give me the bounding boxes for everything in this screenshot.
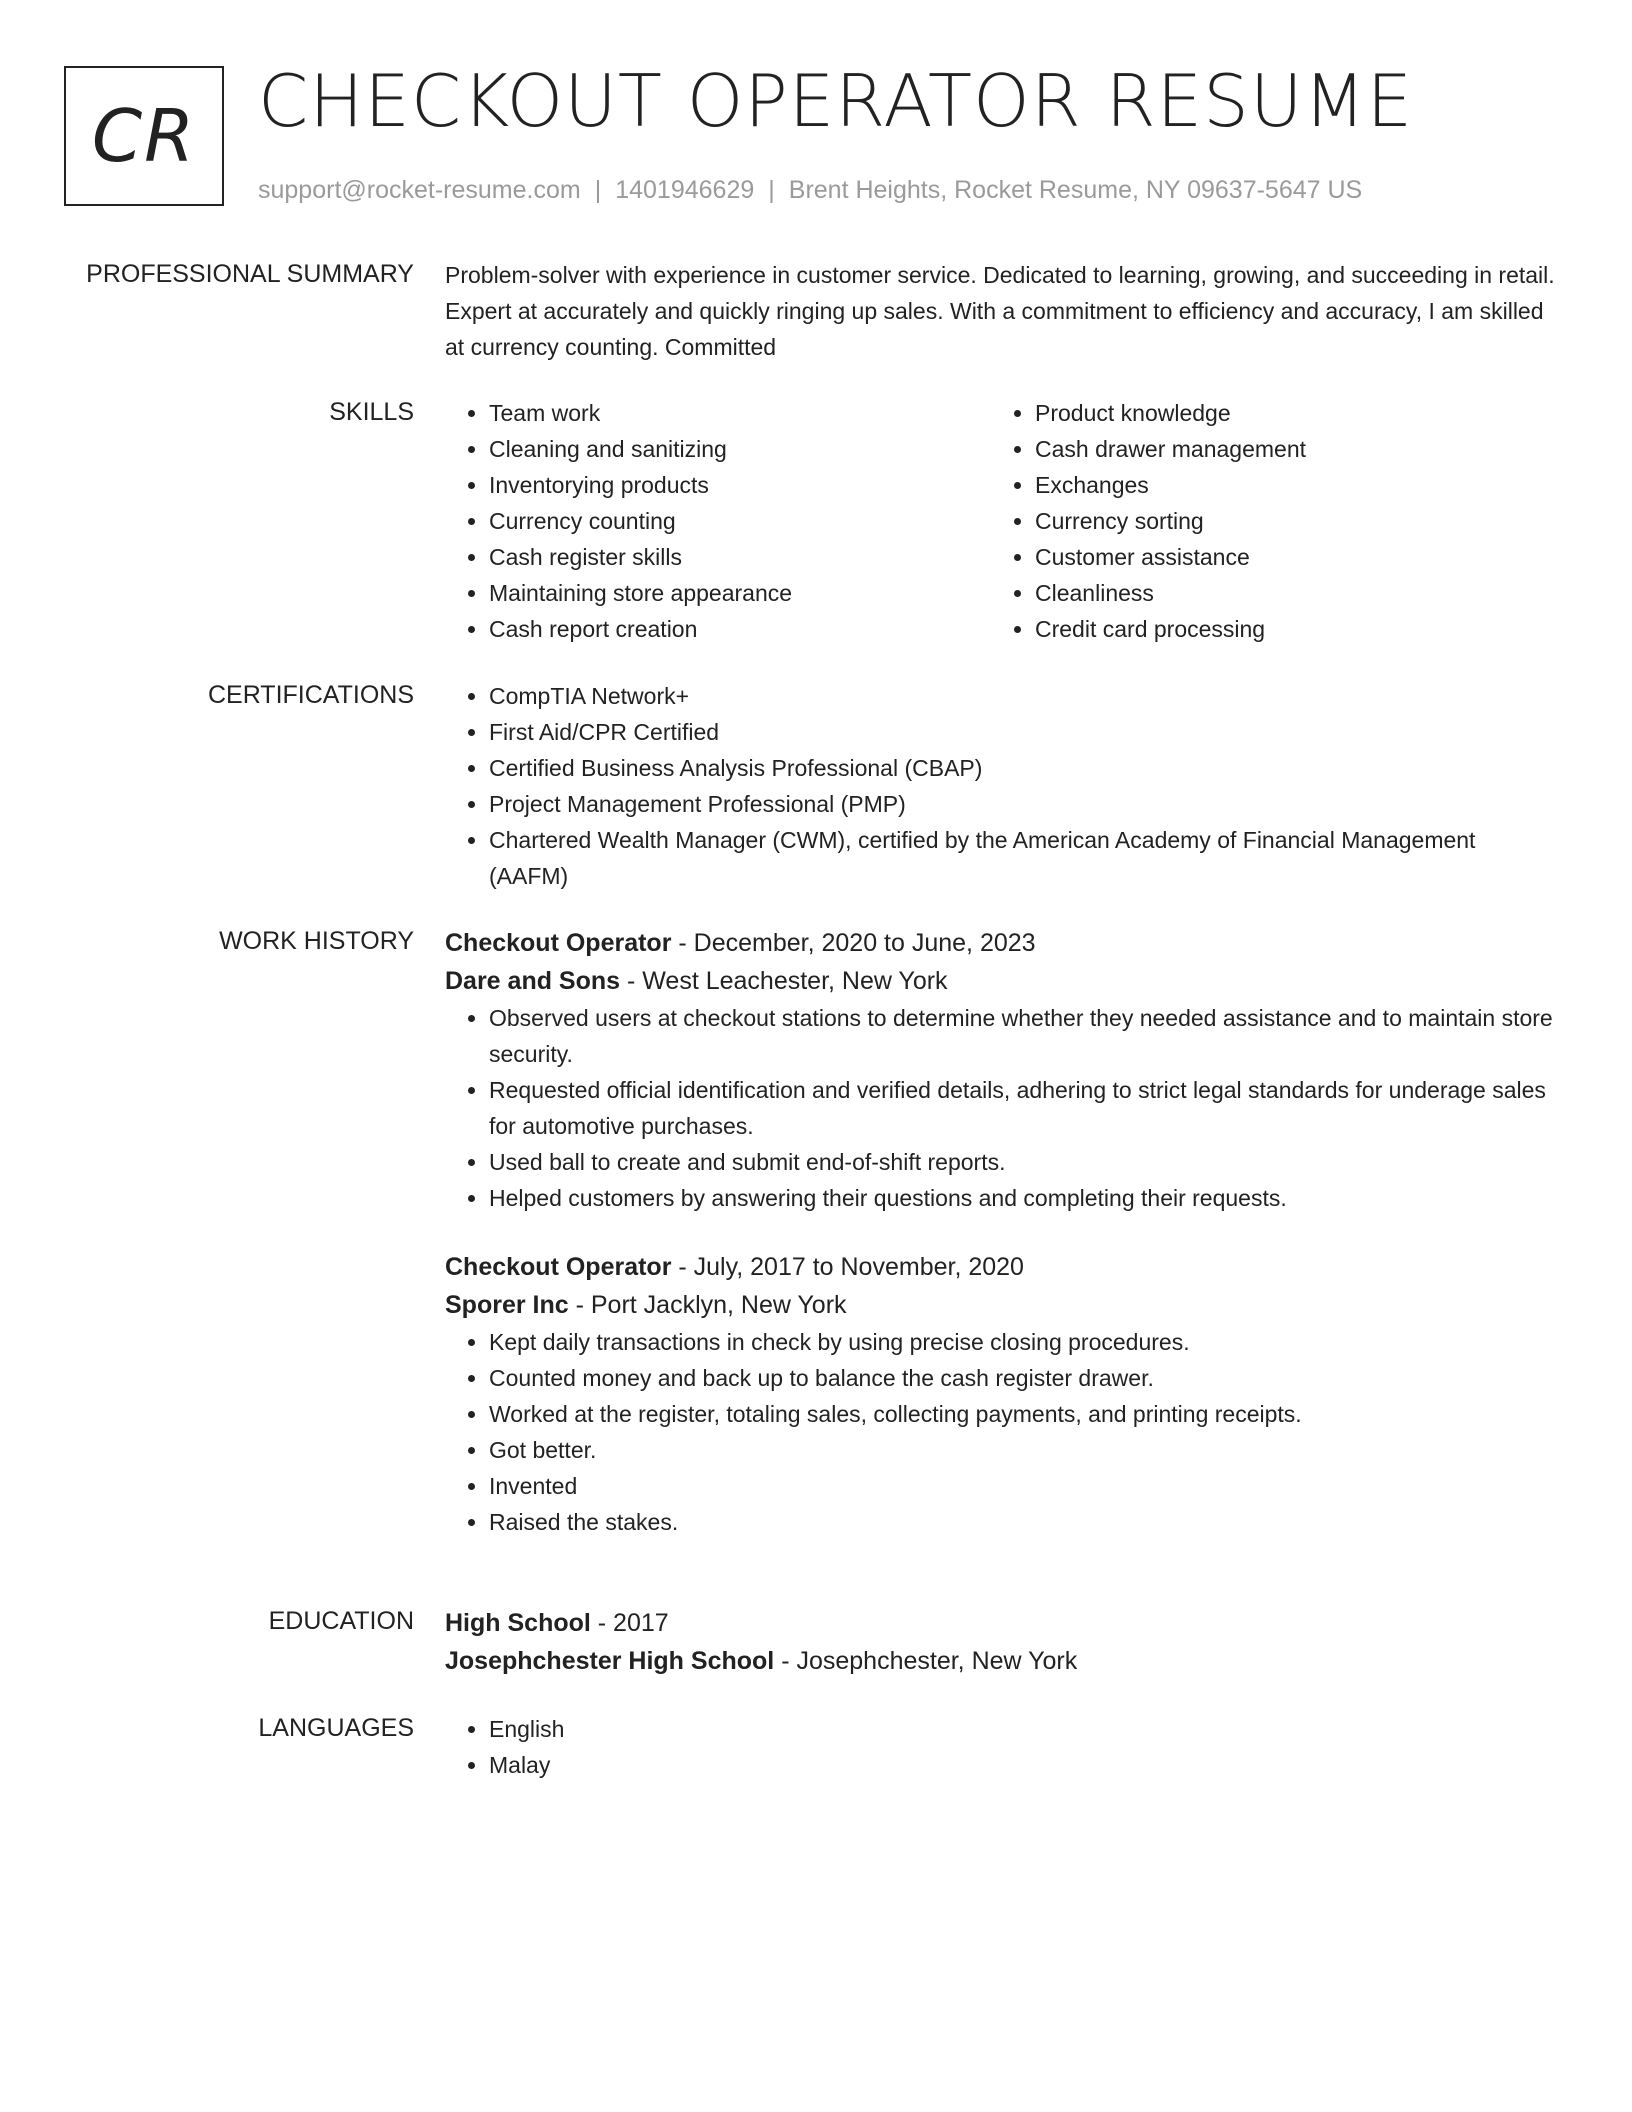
skill-item: • Cleaning and sanitizing (489, 431, 991, 467)
job-bullet: • Observed users at checkout stations to determine whether they needed assistance and to maintain store security. (489, 1000, 1555, 1072)
certifications-list (445, 678, 1555, 894)
skill-item: • Inventorying products (489, 467, 991, 503)
job-entry (445, 924, 1555, 1216)
job-location: West Leachester, New York (642, 967, 948, 995)
job-bullet: • Counted money and back up to balance the cash register drawer. (489, 1360, 1555, 1396)
job-company: Dare and Sons (445, 967, 621, 995)
dash-separator: - (671, 1253, 694, 1281)
job-bullet: • Worked at the register, totaling sales, collecting payments, and printing receipts. (489, 1396, 1555, 1432)
contact-separator: | (768, 176, 775, 204)
languages-list (445, 1711, 1555, 1783)
skill-item: • Maintaining store appearance (489, 575, 991, 611)
job-dates: July, 2017 to November, 2020 (693, 1253, 1024, 1281)
contact-line (258, 173, 1362, 207)
certification-item: • Certified Business Analysis Professional (CBAP) (489, 750, 1555, 786)
certification-item: • Project Management Professional (PMP) (489, 786, 1555, 822)
contact-separator: | (594, 176, 602, 204)
skill-item: • Cash drawer management (1035, 431, 1537, 467)
certification-item: • CompTIA Network+ (489, 678, 1555, 714)
certifications-body (445, 678, 1555, 894)
skill-item: • Exchanges (1035, 467, 1537, 503)
summary-body (445, 257, 1555, 365)
job-entry (445, 1248, 1555, 1540)
contact-email: support@rocket-resume.com (258, 176, 581, 204)
job-dates: December, 2020 to June, 2023 (693, 929, 1036, 957)
skill-item: • Customer assistance (1035, 539, 1537, 575)
education-body (445, 1604, 1555, 1680)
job-bullets (445, 1324, 1555, 1540)
education-location: Josephchester, New York (796, 1647, 1078, 1675)
job-bullet: • Helped customers by answering their questions and completing their requests. (489, 1180, 1555, 1216)
work-body (445, 924, 1555, 1540)
job-title-line (445, 924, 1555, 962)
dash-separator: - (620, 967, 643, 995)
skill-item: • Team work (489, 395, 991, 431)
job-title: Checkout Operator (445, 1253, 672, 1281)
dash-separator: - (774, 1647, 797, 1675)
summary-text: Problem-solver with experience in customer service. Dedicated to learning, growing, and succeeding in retail. Expert at accurately and quickly ringing up sales. With a commitment to efficiency and accuracy, I am skilled at currency counting. Committed (445, 262, 1555, 360)
job-company-line (445, 962, 1555, 1000)
job-bullet: • Got better. (489, 1432, 1555, 1468)
education-degree: High School (445, 1609, 591, 1637)
language-item: • English (489, 1711, 1555, 1747)
job-company: Sporer Inc (445, 1291, 569, 1319)
section-label-work: WORK HISTORY (219, 927, 414, 955)
certification-item: • Chartered Wealth Manager (CWM), certified by the American Academy of Financial Management (AAFM) (489, 822, 1555, 894)
job-location: Port Jacklyn, New York (590, 1291, 847, 1319)
section-label-summary: PROFESSIONAL SUMMARY (86, 260, 414, 288)
section-label-skills: SKILLS (329, 398, 414, 426)
job-title-line (445, 1248, 1555, 1286)
job-bullet: • Invented (489, 1468, 1555, 1504)
job-company-line (445, 1286, 1555, 1324)
dash-separator: - (590, 1609, 614, 1637)
education-school: Josephchester High School (445, 1647, 775, 1675)
job-bullet: • Used ball to create and submit end-of-shift reports. (489, 1144, 1555, 1180)
job-bullet: • Kept daily transactions in check by using precise closing procedures. (489, 1324, 1555, 1360)
section-label-education: EDUCATION (268, 1607, 414, 1635)
dash-separator: - (671, 929, 694, 957)
skills-list-right (991, 395, 1537, 647)
skills-body (445, 395, 1555, 647)
education-degree-line (445, 1604, 1555, 1642)
education-school-line (445, 1642, 1555, 1680)
skill-item: • Cleanliness (1035, 575, 1537, 611)
job-title: Checkout Operator (445, 929, 672, 957)
languages-body (445, 1711, 1555, 1783)
certification-item: • First Aid/CPR Certified (489, 714, 1555, 750)
contact-phone: 1401946629 (615, 176, 755, 204)
job-bullet: • Requested official identification and verified details, adhering to strict legal standards for underage sales for automotive purchases. (489, 1072, 1555, 1144)
skill-item: • Credit card processing (1035, 611, 1537, 647)
monogram-logo: CR (64, 66, 224, 206)
dash-separator: - (568, 1291, 591, 1319)
skills-list-left (445, 395, 991, 647)
contact-address: Brent Heights, Rocket Resume, NY 09637-5647 US (788, 176, 1363, 204)
job-bullet: • Raised the stakes. (489, 1504, 1555, 1540)
language-item: • Malay (489, 1747, 1555, 1783)
resume-title: CHECKOUT OPERATOR RESUME (258, 59, 1414, 143)
job-bullets (445, 1000, 1555, 1216)
skill-item: • Cash report creation (489, 611, 991, 647)
education-year: 2017 (613, 1609, 669, 1637)
skill-item: • Currency counting (489, 503, 991, 539)
skill-item: • Currency sorting (1035, 503, 1537, 539)
section-label-certifications: CERTIFICATIONS (207, 681, 414, 709)
section-label-languages: LANGUAGES (258, 1714, 414, 1742)
skill-item: • Cash register skills (489, 539, 991, 575)
skill-item: • Product knowledge (1035, 395, 1537, 431)
